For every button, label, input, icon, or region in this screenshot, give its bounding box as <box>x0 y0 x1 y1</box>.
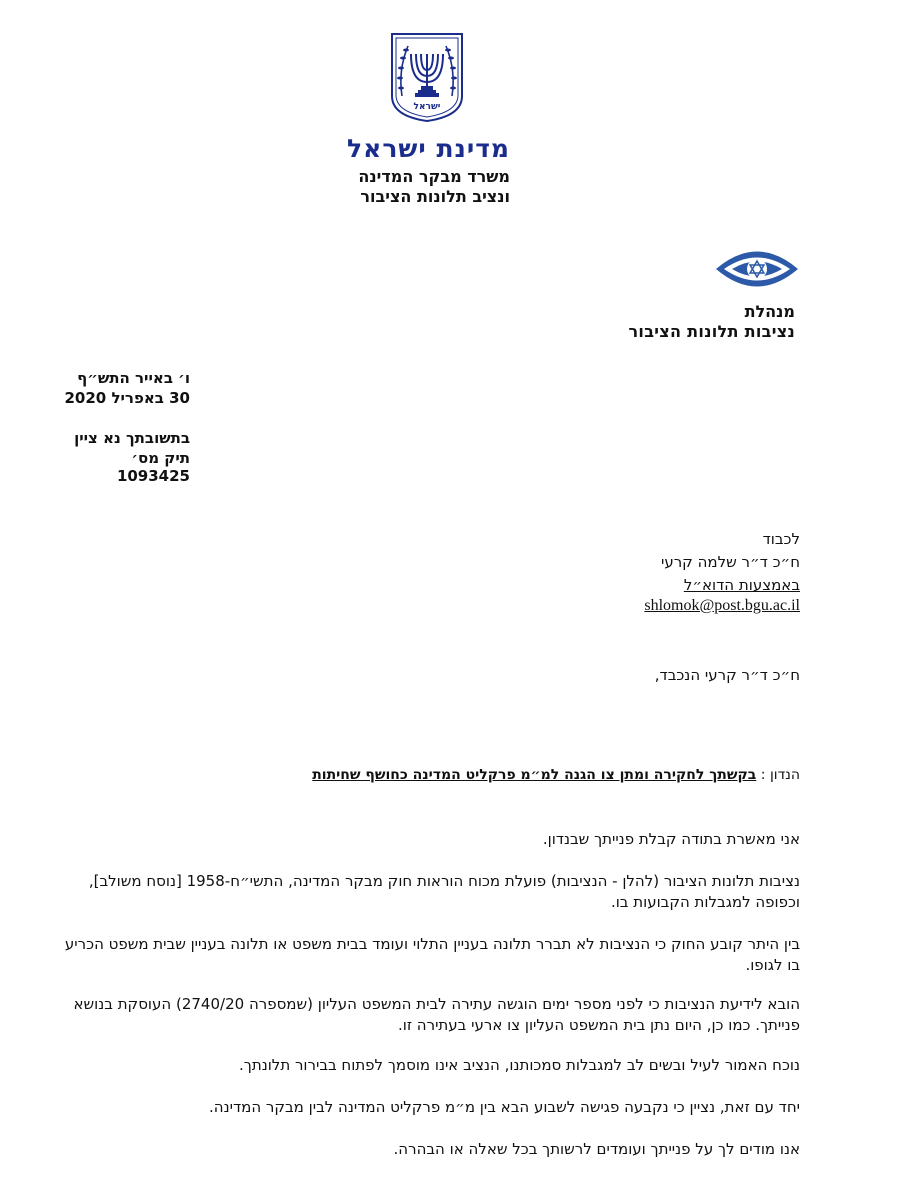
subject-text: בקשתך לחקירה ומתן צו הגנה למ״מ פרקליט המדינה כחושף שחיתות <box>312 767 757 783</box>
ministry-name: משרד מבקר המדינה <box>358 167 510 186</box>
body-paragraph: יחד עם זאת, נציין כי נקבעה פגישה לשבוע הבא בין מ״מ פרקליט המדינה לבין מבקר המדינה. <box>209 1098 800 1116</box>
body-paragraph: אני מאשרת בתודה קבלת פנייתך שבנדון. <box>542 830 800 848</box>
salutation: ח״כ ד״ר קרעי הנכבד, <box>654 666 800 684</box>
ombudsman-name: ונציב תלונות הציבור <box>360 187 510 206</box>
state-emblem-icon <box>388 30 466 124</box>
gregorian-date: 30 באפריל 2020 <box>64 389 190 407</box>
reply-reference-label: בתשובתך נא ציין <box>74 429 190 447</box>
body-paragraph: נציבות תלונות הציבור (להלן - הנציבות) פועלת מכוח הוראות חוק מבקר המדינה, התשי״ח-1958 [נוסח משולב], וכפופה למגבלות הקבועות בו. <box>88 872 800 911</box>
body-paragraph: הובא לידיעת הנציבות כי לפני מספר ימים הוגשה עתירה לבית המשפט העליון (שמספרה 2740/20) העוסקת בנושא פנייתך. כמו כן, היום נתן בית המשפט העליון צו ארעי בעתירה זו. <box>73 995 800 1034</box>
state-name: מדינת ישראל <box>347 134 510 163</box>
body-paragraph: נוכח האמור לעיל ובשים לב למגבלות סמכותנו, הנציב אינו מוסמך לפתוח בבירור תלונתך. <box>239 1056 800 1074</box>
delivery-method: באמצעות הדוא״ל <box>683 576 800 594</box>
department-label: מנהלת <box>744 302 795 321</box>
hebrew-date: ו׳ באייר התש״ף <box>77 369 190 387</box>
emblem-caption: ישראל <box>413 102 441 112</box>
body-paragraph: בין היתר קובע החוק כי הנציבות לא תברר תלונה בעניין התלוי ועומד בבית משפט או תלונה בעניין שבית משפט הכריע בו לגופו. <box>64 935 800 974</box>
eye-logo-icon <box>714 242 800 296</box>
recipient-email-link[interactable]: shlomok@post.bgu.ac.il <box>644 597 800 614</box>
recipient-name: ח״כ ד״ר שלמה קרעי <box>660 553 800 571</box>
recipient-label: לכבוד <box>762 530 800 548</box>
subject-label: הנדון : <box>760 767 800 783</box>
subject-line <box>312 767 800 783</box>
body-paragraph: אנו מודים לך על פנייתך ועומדים לרשותך בכל שאלה או הבהרה. <box>393 1140 800 1158</box>
file-number: תיק מס׳ 1093425 <box>116 449 190 485</box>
department-name: נציבות תלונות הציבור <box>628 322 795 341</box>
